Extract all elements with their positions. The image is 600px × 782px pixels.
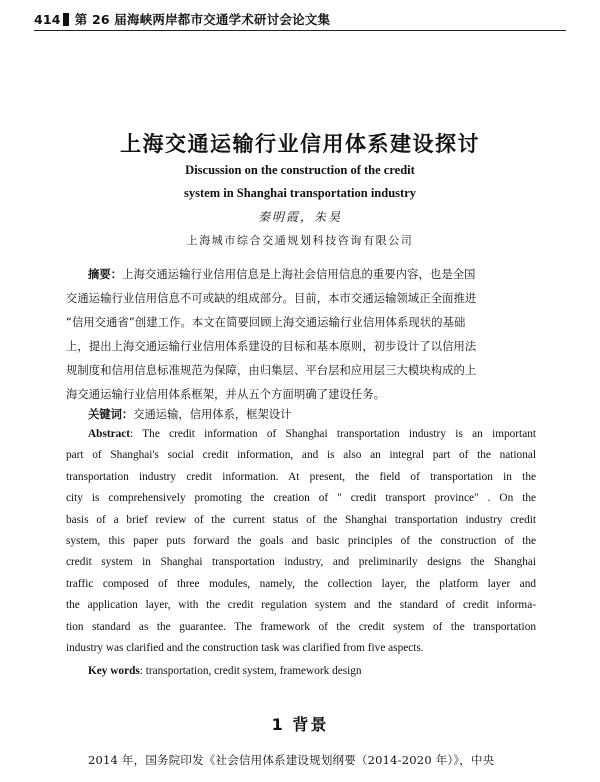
abstract-en-label: Abstract bbox=[88, 428, 131, 440]
header-rule bbox=[34, 30, 566, 31]
keywords-cn-label: 关键词： bbox=[88, 408, 134, 421]
abstract-en-line: transportation industry credit information. At present, the field of transportation in the bbox=[66, 470, 536, 483]
abstract-cn-line: 交通运输行业信用信息不可或缺的组成部分。目前，本市交通运输领域正全面推进 bbox=[66, 292, 477, 305]
abstract-en-line: industry was clarified and the construction task was clarified from five aspects. bbox=[66, 641, 424, 654]
abstract-en-line: system, this paper puts forward the goals and basic principles of the construction of the bbox=[66, 534, 536, 547]
abstract-cn-line: 规制度和信用信息标准规范为保障，由归集层、平台层和应用层三大模块构成的上 bbox=[66, 364, 477, 377]
keywords-cn-text: 交通运输，信用体系，框架设计 bbox=[133, 408, 292, 421]
authors: 秦明霞，朱昊 bbox=[257, 210, 342, 224]
paper-title-en-line-2: system in Shanghai transportation industry bbox=[184, 186, 416, 200]
abstract-en-line: the application layer, with the credit regulation system and the standard of credit informa- bbox=[66, 599, 536, 612]
header-bar-mark bbox=[63, 13, 69, 26]
abstract-en-line: traffic composed of three modules, namely, the collection layer, the platform layer and bbox=[66, 577, 536, 590]
abstract-en-line: Abstract: The credit information of Shanghai transportation industry is an important bbox=[88, 428, 536, 440]
abstract-en-line: part of Shanghai's social credit information, and is also an integral part of the national bbox=[66, 449, 536, 462]
abstract-cn-line: “信用交通省”创建工作。本文在简要回顾上海交通运输行业信用体系现状的基础 bbox=[66, 316, 466, 329]
keywords-cn bbox=[88, 406, 291, 422]
abstract-cn-line: 海交通运输行业信用体系框架，并从五个方面明确了建设任务。 bbox=[66, 388, 386, 401]
affiliation: 上海城市综合交通规划科技咨询有限公司 bbox=[186, 234, 414, 247]
abstract-en-line: credit system in Shanghai transportation industry, and preliminarily designs the Shanghai bbox=[66, 556, 536, 569]
abstract-cn-line: 上，提出上海交通运输行业信用体系建设的目标和基本原则，初步设计了以信用法 bbox=[66, 340, 477, 353]
keywords-en-label: Key words bbox=[88, 665, 140, 677]
abstract-en-line: city is comprehensively promoting the creation of " credit transport province" . On the bbox=[66, 492, 536, 505]
keywords-en-text: : transportation, credit system, framework design bbox=[139, 665, 362, 677]
keywords-en bbox=[88, 665, 362, 677]
paper-title-cn: 上海交通运输行业信用体系建设探讨 bbox=[120, 132, 480, 156]
page-number: 414 bbox=[34, 12, 61, 27]
paper-title-en-line-1: Discussion on the construction of the credit bbox=[185, 163, 415, 177]
abstract-en-line: basis of a brief review of the current status of the Shanghai transportation industry credit bbox=[66, 513, 536, 526]
abstract-cn bbox=[66, 263, 536, 407]
journal-title: 第 26 届海峡两岸都市交通学术研讨会论文集 bbox=[74, 12, 331, 27]
abstract-en bbox=[66, 424, 536, 659]
body-text-line: 2014 年，国务院印发《社会信用体系建设规划纲要（2014-2020 年）》，中央 bbox=[88, 753, 495, 767]
abstract-cn-line: 摘要：上海交通运输行业信用信息是上海社会信用信息的重要内容，也是全国 bbox=[88, 268, 476, 281]
section-heading: 1 背景 bbox=[271, 715, 329, 734]
abstract-cn-label: 摘要： bbox=[88, 268, 123, 281]
abstract-en-line: tion standard as the guarantee. The framework of the credit system of the transportation bbox=[66, 620, 536, 633]
running-header bbox=[34, 10, 330, 28]
